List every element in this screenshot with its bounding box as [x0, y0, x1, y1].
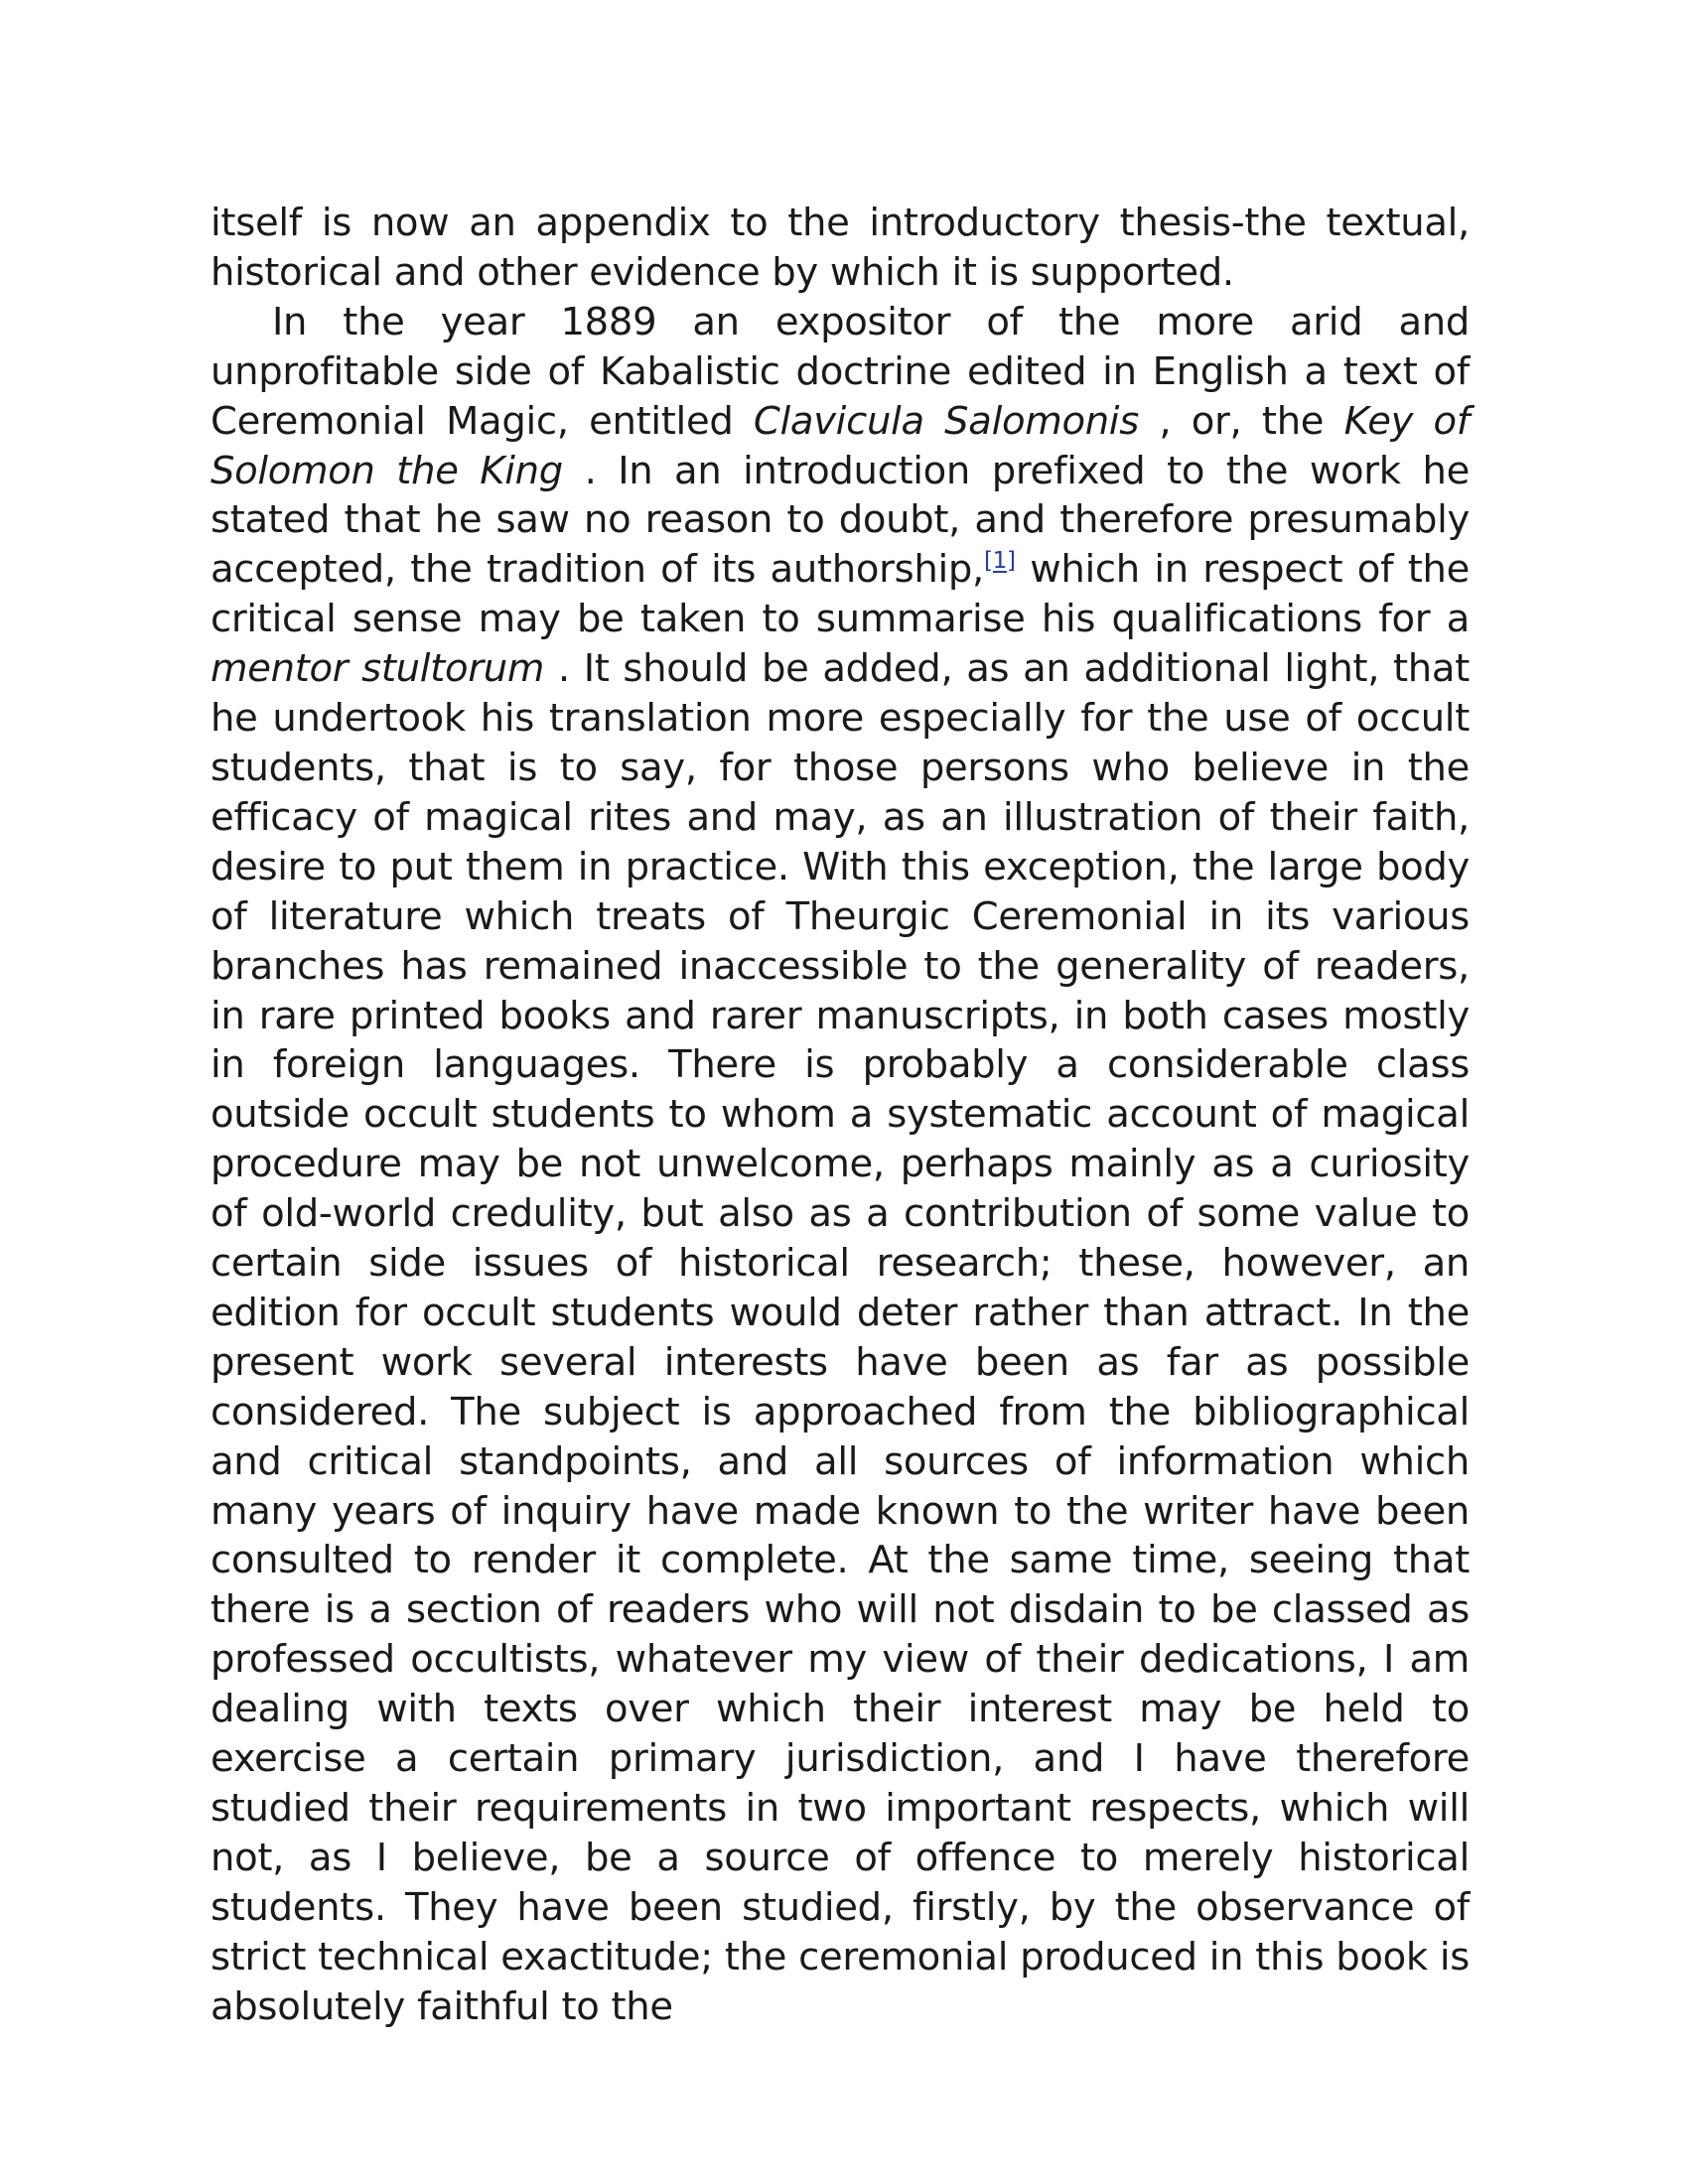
- paragraph-2-text-a: In the year 1889 an expositor of the more arid and unprofitable side of Kabalistic doctrine edited in English a text of Ceremonial Magic, entitled: [211, 299, 1470, 444]
- paragraph-1-text: itself is now an appendix to the introductory thesis-the textual, historical and other evidence by which it is supported.: [211, 201, 1470, 295]
- title-key-of-solomon: Key of Solomon the King: [211, 398, 1471, 493]
- paragraph-2-text-e: . It should be added, as an additional light, that he undertook his translation more especially for the use of occult students, that is to say, for those persons who believe in the efficacy of magical rites and may, as an illustration of their faith, desire to put them in practice. With this exception, the large body of literature which treats of Theurgic Ceremonial in its various branches has remained inaccessible to the generality of readers, in rare printed books and rarer manuscripts, in both cases mostly in foreign languages. There is probably a considerable class outside occult students to whom a systematic account of magical procedure may be not unwelcome, perhaps mainly as a curiosity of old-world credulity, but also as a contribution of some value to certain side issues of historical research; these, however, an edition for occult students would deter rather than attract. In the present work several interests have been as far as possible considered. The subject is approached from the bibliographical and critical standpoints, and all sources of information which many years of inquiry have made known to the writer have been consulted to render it complete. At the same time, seeing that there is a section of readers who will not disdain to be classed as professed occultists, whatever my view of their dedications, I am dealing with texts over which their interest may be held to exercise a certain primary jurisdiction, and I have therefore studied their requirements in two important respects, which will not, as I believe, be a source of offence to merely historical students. They have been studied, firstly, by the observance of strict technical exactitude; the ceremonial produced in this book is absolutely faithful to the: [211, 646, 1470, 2029]
- term-mentor-stultorum: mentor stultorum: [211, 646, 545, 692]
- paragraph-2-text-c: . In an introduction prefixed to the work he stated that he saw no reason to doubt, and therefore presumably accepted, the tradition of its authorship,: [211, 448, 1470, 593]
- footnote-reference: [984, 549, 1016, 575]
- footnote-link-1[interactable]: [1]: [983, 548, 1016, 575]
- title-clavicula-salomonis: Clavicula Salomonis: [753, 398, 1139, 444]
- paragraph-2-text-b: , or, the: [1138, 398, 1344, 444]
- paragraph-1: [211, 199, 1470, 298]
- paragraph-2: [211, 298, 1470, 2032]
- page-body: [211, 199, 1470, 2032]
- paragraph-2-text-d: which in respect of the critical sense may be taken to summarise his qualifications for a: [211, 547, 1470, 642]
